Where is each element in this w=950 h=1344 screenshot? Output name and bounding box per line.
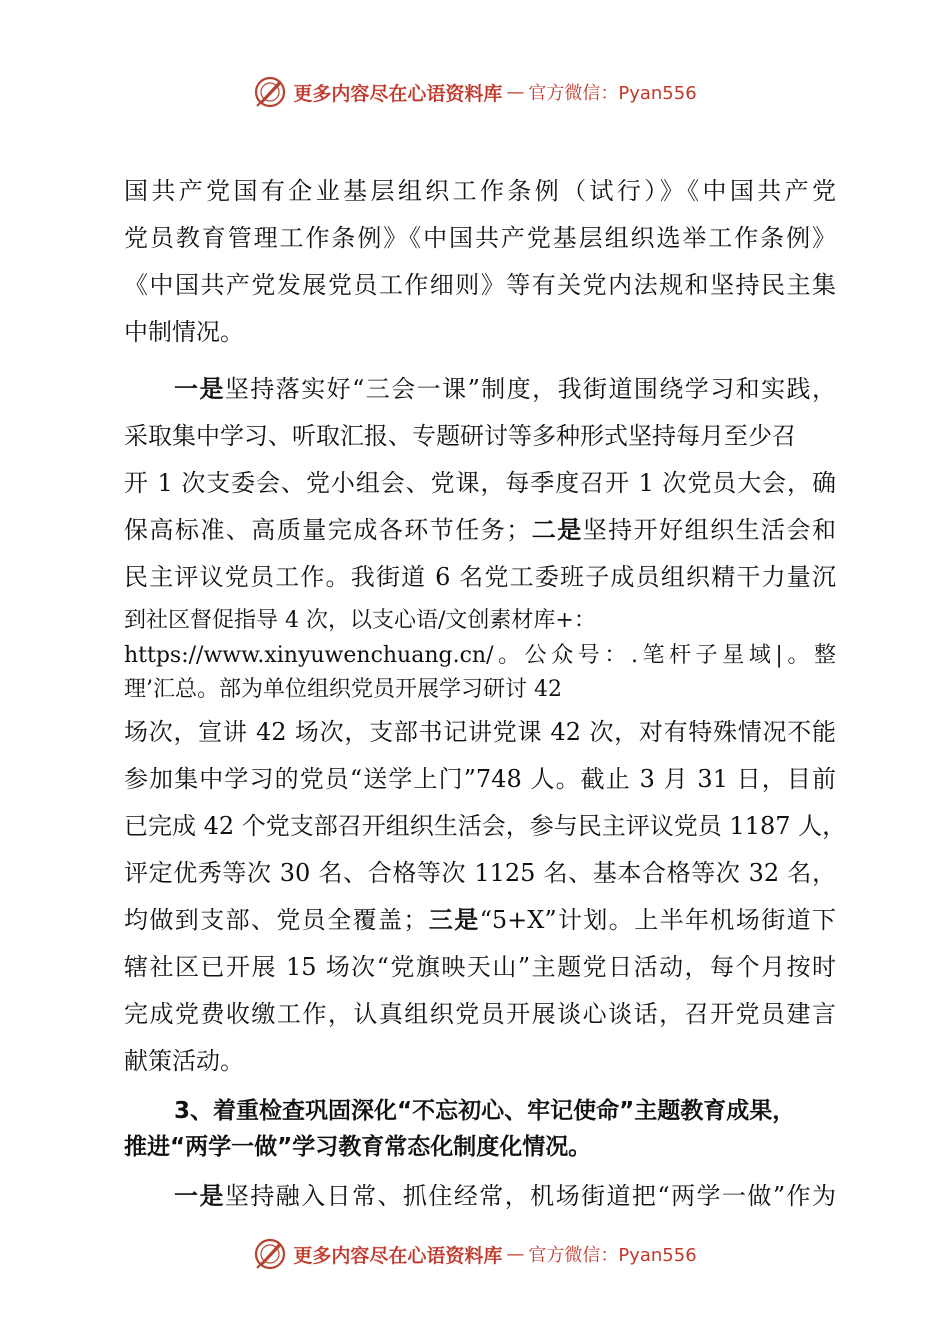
text-line [124,507,836,554]
text-line: 国共产党国有企业基层组织工作条例（试行）》《中国共产党 [124,177,836,205]
bold-marker: 一是 [174,1182,225,1210]
text-line: 到社区督促指导 4 次，以支心语/文创素材库+： [124,608,596,633]
document-body [124,168,847,1220]
quill-seal-icon [253,1237,287,1271]
text-line: 献策活动。 [124,1047,244,1075]
text-line: 开 1 次支委会、党小组会、党课，每季度召开 1 次党员大会，确 [124,469,836,497]
text-line: 完成党费收缴工作，认真组织党员开展谈心谈话，召开党员建言 [124,1000,836,1028]
text-line [124,897,836,944]
paragraph-2 [124,366,847,1085]
bold-marker: 二是 [530,516,583,544]
wechat-id: 官方微信：Pyan556 [528,83,697,104]
text-line: 参加集中学习的党员“送学上门”748 人。截止 3 月 31 日，目前 [124,765,836,793]
text-line: 民主评议党员工作。我街道 6 名党工委班子成员组织精干力量沉 [124,563,836,591]
footer-banner [0,1234,950,1274]
brand-text: 更多内容尽在心语资料库 [293,82,503,105]
text-span: 坚持融入日常、抓住经常，机场街道把“两学一做”作为 [224,1182,837,1210]
text-line [124,1173,836,1220]
text-line: 党员教育管理工作条例》《中国共产党基层组织选举工作条例》 [124,224,836,252]
wechat-id: 官方微信：Pyan556 [528,1245,697,1266]
text-line: 采取集中学习、听取汇报、专题研讨等多种形式坚持每月至少召 [124,422,796,450]
paragraph-1 [124,168,836,356]
section-heading [124,1093,836,1165]
text-span: 均做到支部、党员全覆盖； [124,906,428,934]
text-span: “5+X”计划。上半年机场街道下 [479,906,837,934]
text-span: 保高标准、高质量完成各环节任务； [124,516,531,544]
paragraph-3 [124,1173,836,1220]
text-line: 辖社区已开展 15 场次“党旗映天山”主题党日活动，每个月按时 [124,953,836,981]
bold-marker: 三是 [427,906,480,934]
text-line: 评定优秀等次 30 名、合格等次 1125 名、基本合格等次 32 名， [124,859,836,887]
text-line: 《中国共产党发展党员工作细则》等有关党内法规和坚持民主集 [124,271,836,299]
text-line [124,366,836,413]
heading-line: 3、着重检查巩固深化“不忘初心、牢记使命”主题教育成果， [174,1098,796,1124]
brand-text: 更多内容尽在心语资料库 [293,1244,503,1267]
text-line: 场次，宣讲 42 场次，支部书记讲党课 42 次，对有特殊情况不能 [124,718,836,746]
banner-dash: — [506,1243,525,1265]
text-span: 坚持落实好“三会一课”制度，我街道围绕学习和实践， [224,375,837,403]
header-banner [0,72,950,112]
text-span: 坚持开好组织生活会和 [582,516,837,544]
quill-seal-icon [253,75,287,109]
bold-marker: 一是 [174,375,225,403]
banner-dash: — [506,81,525,103]
heading-line: 推进“两学一做”学习教育常态化制度化情况。 [124,1134,592,1160]
text-line: https://www.xinyuwenchuang.cn/。公众号：.笔杆子星域|。整 [124,643,836,668]
text-line: 中制情况。 [124,318,244,346]
text-line: 已完成 42 个党支部召开组织生活会，参与民主评议党员 1187 人， [124,812,847,840]
text-line: 理’汇总。部为单位组织党员开展学习研讨 42 [124,677,562,702]
